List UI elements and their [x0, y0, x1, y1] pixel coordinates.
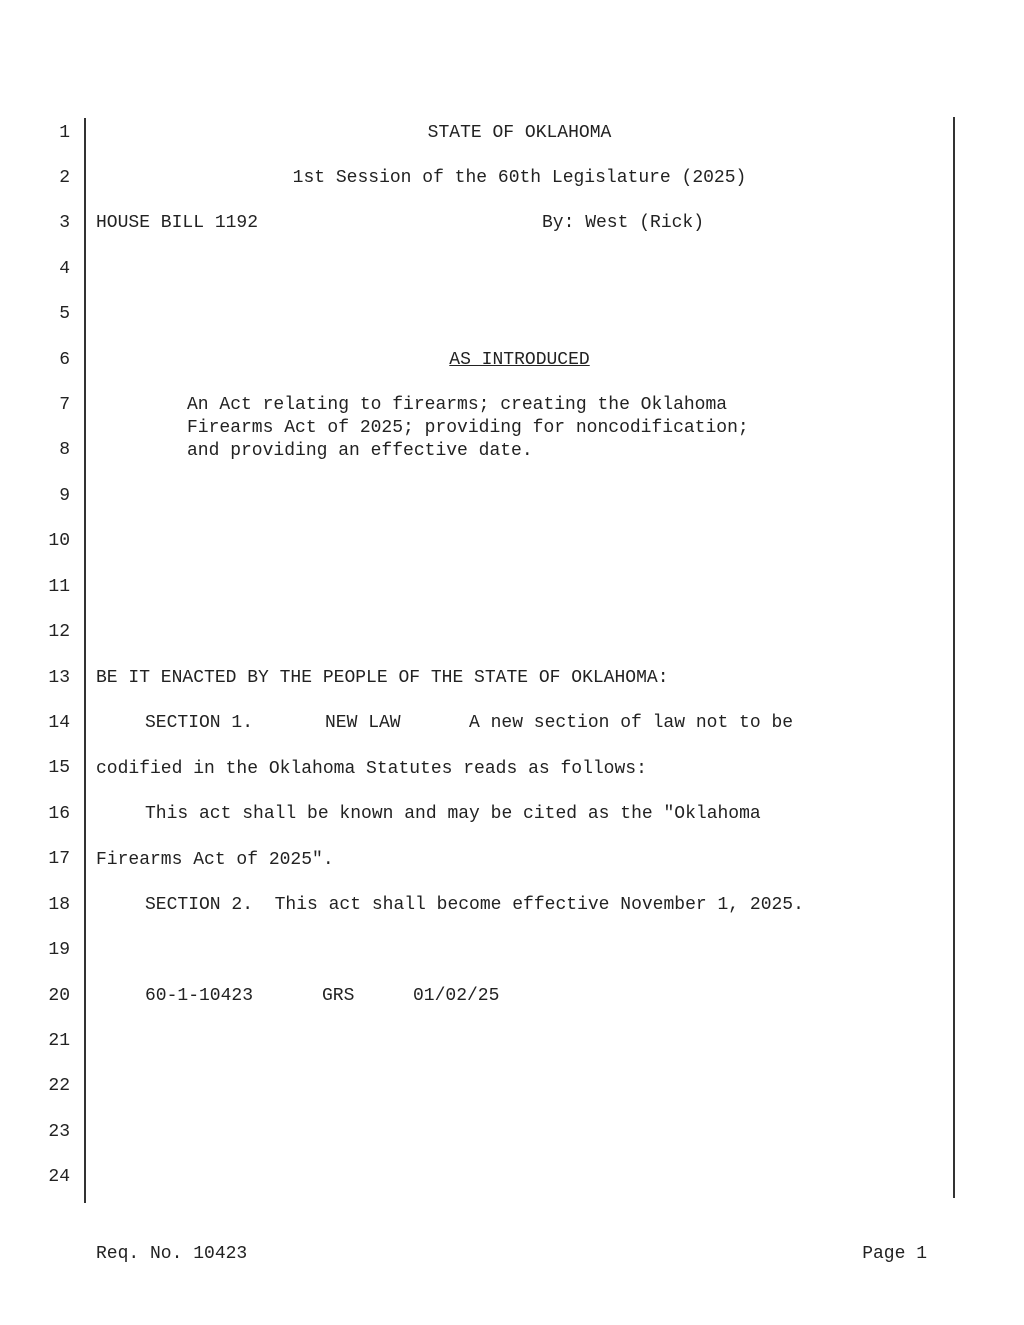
- section-1-text-continued: codified in the Oklahoma Statutes reads as follows:: [96, 759, 647, 779]
- line-number: 1: [59, 123, 70, 143]
- line-number: 6: [59, 350, 70, 370]
- title-line: and providing an effective date.: [187, 441, 533, 461]
- line-number: 3: [59, 213, 70, 233]
- title-line: An Act relating to firearms; creating the Oklahoma: [187, 395, 728, 415]
- line-number: 13: [48, 668, 70, 688]
- line-number: 9: [59, 486, 70, 506]
- request-code: 60-1-10423: [145, 986, 254, 1006]
- line-number: 23: [48, 1122, 70, 1142]
- line-number: 19: [48, 940, 70, 960]
- bill-number: HOUSE BILL 1192: [96, 213, 259, 233]
- section-1-text: A new section of law not to be: [469, 713, 794, 733]
- drafting-date: 01/02/25: [413, 986, 500, 1006]
- line-number: 18: [48, 895, 70, 915]
- line-number: 16: [48, 804, 70, 824]
- line-number: 2: [59, 168, 70, 188]
- line-number: 10: [48, 531, 70, 551]
- left-margin-rule: [84, 118, 86, 1203]
- line-number: 21: [48, 1031, 70, 1051]
- bill-author: By: West (Rick): [542, 213, 705, 233]
- line-number: 20: [48, 986, 70, 1006]
- title-line: Firearms Act of 2025; providing for noncodification;: [187, 418, 749, 438]
- line-number: 8: [59, 440, 70, 460]
- section-2-text: SECTION 2. This act shall become effective November 1, 2025.: [145, 895, 804, 915]
- drafter-initials: GRS: [322, 986, 355, 1006]
- short-title-text-continued: Firearms Act of 2025".: [96, 850, 334, 870]
- state-heading: STATE OF OKLAHOMA: [427, 123, 612, 143]
- line-number: 7: [59, 395, 70, 415]
- footer-request-number: Req. No. 10423: [96, 1244, 248, 1264]
- line-number: 14: [48, 713, 70, 733]
- line-number: 4: [59, 259, 70, 279]
- section-1-label: SECTION 1.: [145, 713, 254, 733]
- line-number: 22: [48, 1076, 70, 1096]
- right-margin-rule: [953, 117, 955, 1198]
- section-1-type: NEW LAW: [325, 713, 401, 733]
- line-number: 17: [48, 849, 70, 869]
- short-title-text: This act shall be known and may be cited as the "Oklahoma: [145, 804, 761, 824]
- footer-page-number: Page 1: [862, 1244, 927, 1264]
- line-number: 15: [48, 758, 70, 778]
- bill-status: AS INTRODUCED: [449, 350, 590, 370]
- line-number: 12: [48, 622, 70, 642]
- session-heading: 1st Session of the 60th Legislature (2025): [292, 168, 747, 188]
- line-number: 5: [59, 304, 70, 324]
- enacting-clause: BE IT ENACTED BY THE PEOPLE OF THE STATE OF OKLAHOMA:: [96, 668, 669, 688]
- line-number: 24: [48, 1167, 70, 1187]
- line-number: 11: [48, 577, 70, 597]
